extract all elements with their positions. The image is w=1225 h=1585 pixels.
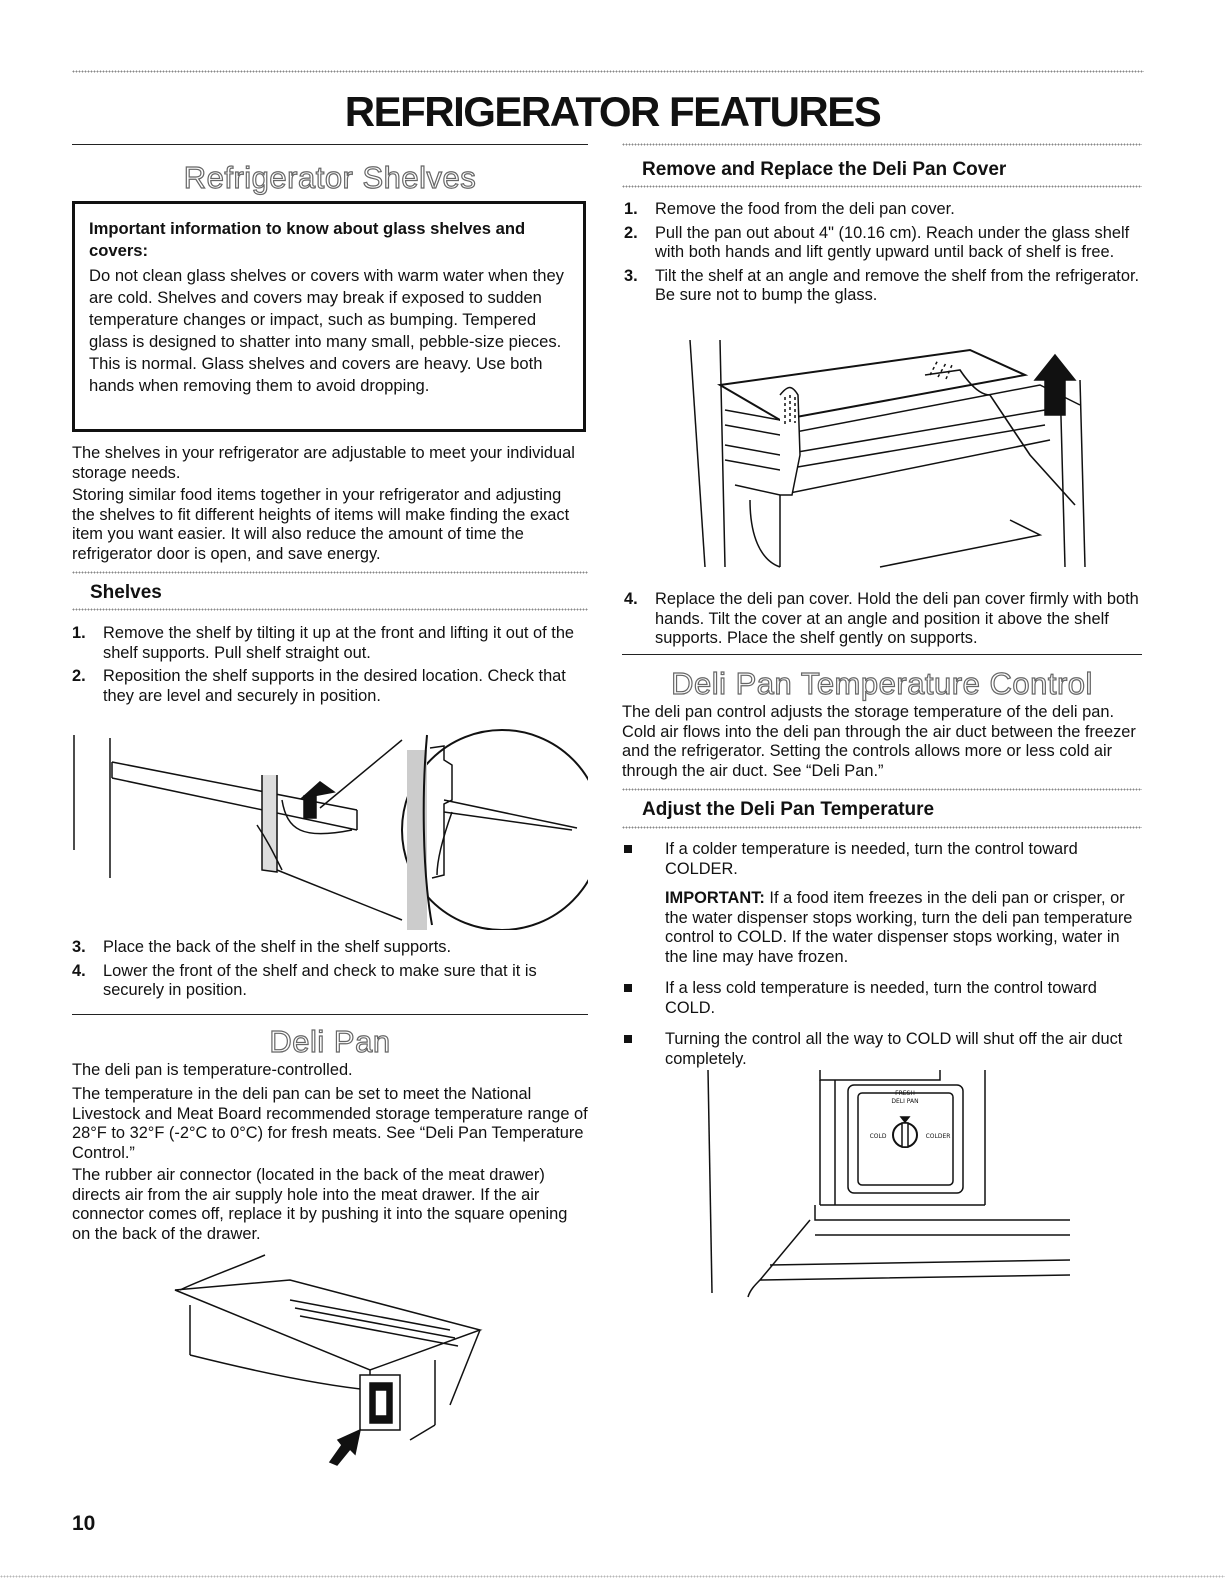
step-item bbox=[624, 224, 1144, 263]
shelves-intro-2: Storing similar food items together in your refrigerator and adjusting the shelves to fit different heights of items will make finding the exact item you want easier. It will also reduce the amount of time the refrigerator door is open, and save energy. bbox=[72, 486, 570, 563]
warning-title: Important information to know about glass shelves and covers: bbox=[89, 219, 526, 260]
top-divider bbox=[72, 70, 1144, 73]
step-text: Pull the pan out about 4" (10.16 cm). Reach under the glass shelf with both hands and lift gently upward until back of shelf is free. bbox=[655, 223, 1130, 261]
step-item bbox=[72, 938, 588, 958]
sub-divider bbox=[622, 185, 1142, 188]
step-text: Remove the shelf by tilting it up at the front and lifting it out of the shelf supports. Pull shelf straight out. bbox=[103, 624, 575, 662]
control-fresh-label: FRESH bbox=[895, 1090, 915, 1097]
warning-body: Do not clean glass shelves or covers with warm water when they are cold. Shelves and covers may break if exposed to sudden temperature changes or impact, such as bumping. Tempered glass is designed to shatter into many small, pebble-size pieces. This is normal. Glass shelves and covers are heavy. Use both hands when removing them to avoid dropping. bbox=[89, 266, 564, 395]
step-text: Place the back of the shelf in the shelf supports. bbox=[103, 938, 452, 956]
step-number: 1. bbox=[624, 200, 638, 218]
glass-warning-box bbox=[72, 201, 586, 432]
temp-control-text: The deli pan control adjusts the storage temperature of the deli pan. Cold air flows into the deli pan through the air duct between the freezer and the refrigerator. Setting the controls allows more or less cold air through the air duct. See “Deli Pan.” bbox=[622, 703, 1136, 780]
shelves-steps-list-2 bbox=[72, 938, 588, 1005]
bottom-edge bbox=[0, 1575, 1225, 1578]
deli-cover-subheading: Remove and Replace the Deli Pan Cover bbox=[642, 159, 1007, 180]
step-number: 4. bbox=[72, 961, 86, 980]
adjust-temp-bullets bbox=[622, 840, 1144, 1081]
step-number: 1. bbox=[72, 624, 86, 642]
deli-cover-steps-2 bbox=[624, 590, 1144, 653]
step-item bbox=[624, 200, 1144, 220]
page-number: 10 bbox=[72, 1512, 96, 1535]
step-item bbox=[72, 624, 588, 663]
sub-divider bbox=[622, 788, 1142, 791]
control-deli-label: DELI PAN bbox=[891, 1098, 919, 1105]
step-text: Reposition the shelf supports in the desired location. Check that they are level and securely in position. bbox=[103, 667, 566, 705]
deli-pan-p1: The deli pan is temperature-controlled. bbox=[72, 1061, 353, 1079]
bullet-item: Turning the control all the way to COLD will shut off the air duct completely. bbox=[622, 1030, 1144, 1069]
shelves-subheading: Shelves bbox=[90, 582, 162, 603]
sub-divider bbox=[72, 571, 588, 574]
section-rule bbox=[622, 654, 1142, 655]
sub-divider bbox=[622, 143, 1142, 146]
step-text: Tilt the shelf at an angle and remove the shelf from the refrigerator. Be sure not to bump the glass. bbox=[655, 266, 1140, 304]
sub-divider bbox=[622, 826, 1142, 829]
page-title: REFRIGERATOR FEATURES bbox=[344, 88, 881, 135]
step-text: Lower the front of the shelf and check to make sure that it is securely in position. bbox=[103, 961, 537, 999]
deli-pan-heading: Deli Pan bbox=[269, 1024, 391, 1059]
step-text: Replace the deli pan cover. Hold the deli pan cover firmly with both hands. Tilt the cover at an angle and position it above the shelf supports. Place the shelf gently on supports. bbox=[655, 590, 1139, 647]
section-rule bbox=[72, 1014, 588, 1015]
step-text: Remove the food from the deli pan cover. bbox=[655, 200, 955, 218]
deli-cover-steps bbox=[624, 200, 1144, 310]
bullet-item: If a colder temperature is needed, turn the control toward COLDER. IMPORTANT: If a food item freezes in the deli pan or crisper, or the water dispenser stops working, turn the deli pan temperature control to COLD. If the water dispenser stops working, water in the line may have frozen. bbox=[622, 840, 1144, 967]
adjust-temp-subheading: Adjust the Deli Pan Temperature bbox=[642, 799, 935, 820]
control-colder-label: COLDER bbox=[925, 1133, 951, 1140]
deli-cover-illustration bbox=[680, 335, 1100, 570]
sub-divider bbox=[72, 608, 588, 611]
step-number: 2. bbox=[72, 667, 86, 685]
important-note: IMPORTANT: If a food item freezes in the deli pan or crisper, or the water dispenser stops working, turn the deli pan temperature control to COLD. If the water dispenser stops working, water in the line may have frozen. bbox=[665, 889, 1133, 966]
deli-pan-p3: The rubber air connector (located in the back of the meat drawer) directs air from the air supply hole into the meat drawer. If the air connector comes off, replace it by pushing it into the square opening on the back of the drawer. bbox=[72, 1166, 568, 1243]
section-rule bbox=[72, 144, 588, 145]
bullet-item: If a less cold temperature is needed, turn the control toward COLD. bbox=[622, 979, 1144, 1018]
shelves-intro-1: The shelves in your refrigerator are adjustable to meet your individual storage needs. bbox=[72, 444, 575, 482]
step-number: 4. bbox=[624, 590, 638, 608]
temp-control-heading: Deli Pan Temperature Control bbox=[671, 666, 1093, 701]
step-number: 3. bbox=[72, 938, 86, 956]
shelf-illustration bbox=[72, 700, 588, 930]
step-item bbox=[72, 962, 588, 1001]
step-item bbox=[624, 590, 1144, 649]
shelves-section-heading: Refrigerator Shelves bbox=[183, 160, 477, 195]
deli-pan-p2: The temperature in the deli pan can be set to meet the National Livestock and Meat Board recommended storage temperature range of 28°F to 32°F (-2°C to 0°C) for fresh meats. See “Deli Pan Temperature Control.” bbox=[72, 1085, 588, 1162]
step-number: 2. bbox=[624, 223, 638, 242]
deli-pan-illustration bbox=[170, 1250, 500, 1480]
step-number: 3. bbox=[624, 266, 638, 285]
control-cold-label: COLD bbox=[869, 1133, 887, 1140]
shelves-steps-list bbox=[72, 624, 588, 710]
step-item bbox=[624, 267, 1144, 306]
temp-control-illustration bbox=[700, 1065, 1080, 1300]
